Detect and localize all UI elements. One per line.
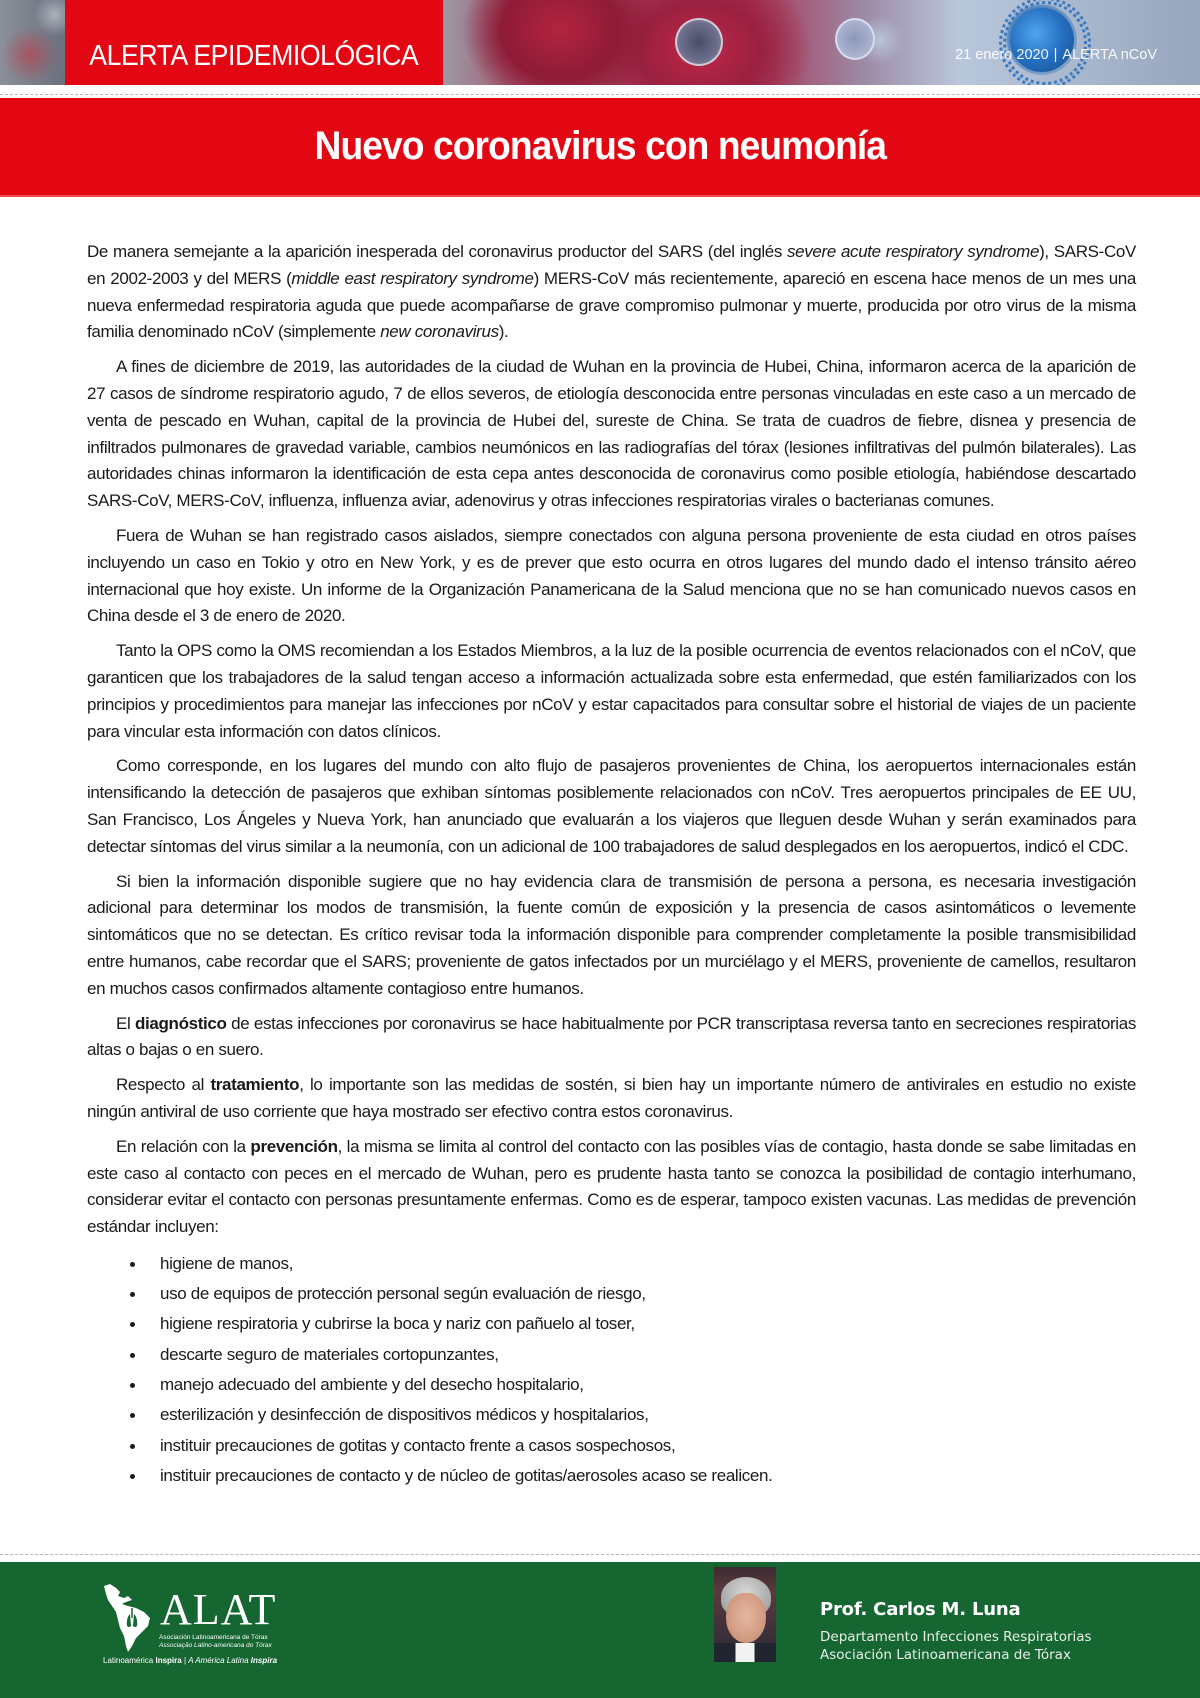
list-item bbox=[130, 1400, 1136, 1430]
text-run: Respecto al bbox=[116, 1075, 211, 1095]
bullet-icon bbox=[130, 1413, 135, 1418]
latin-america-map-icon bbox=[102, 1582, 158, 1654]
text-run: , la misma se limita al control del contacto con las posibles vías de contagio, hasta donde se sabe limitadas en este caso al contacto con peces en el mercado de Wuhan, pero es prudente hasta tanto se conozca la posibilidad de contagio interhumano, considerar evitar el contacto con personas presuntamente enfermas. Como es de esperar, tampoco existen vacunas. Las medidas de prevención estándar incluyen: bbox=[87, 1136, 1136, 1237]
text-run: de estas infecciones por coronavirus se hace habitualmente por PCR transcriptasa reversa tanto en secreciones respiratorias altas o bajas o en suero. bbox=[87, 1013, 1136, 1060]
tagline-separator: | bbox=[181, 1656, 189, 1665]
tagline-text: A América Latina bbox=[188, 1656, 251, 1665]
list-item bbox=[130, 1431, 1136, 1461]
alat-subtitle-pt: Associação Latino-americana do Tórax bbox=[159, 1642, 272, 1649]
text-run: De manera semejante a la aparición inesperada del coronavirus productor del SARS (del inglés bbox=[87, 242, 788, 261]
banner-background-image bbox=[0, 0, 70, 85]
tagline-text: Latinoamérica bbox=[103, 1656, 156, 1665]
list-item-text: uso de equipos de protección personal según evaluación de riesgo, bbox=[160, 1284, 646, 1304]
text-run: En relación con la bbox=[116, 1136, 251, 1156]
divider bbox=[0, 1554, 1200, 1555]
paragraph-transmission: Si bien la información disponible sugiere que no hay evidencia clara de transmisión de persona a persona, es necesaria investigación adicional para determinar los modos de transmisión, la fuente común de exposición y la presencia de casos asintomáticos o levemente sintomáticos que no se detectan. Es crítico revisar toda la información disponible para comprender completamente la posible transmisibilidad entre humanos, cabe recordar que el SARS; proveniente de gatos infectados por un murciélago y el MERS, proveniente de camellos, resultaron en muchos casos confirmados altamente contagioso entre humanos. bbox=[87, 871, 1136, 998]
alat-subtitle-es: Asociación Latinoamericana de Tórax bbox=[159, 1634, 268, 1641]
article-body bbox=[87, 239, 1136, 1491]
alat-wordmark: ALAT bbox=[160, 1585, 277, 1634]
page-title: Nuevo coronavirus con neumonía bbox=[314, 124, 886, 168]
tagline-bold: Inspira bbox=[155, 1656, 182, 1665]
photo-face bbox=[726, 1593, 766, 1643]
publication-date: 21 enero 2020 bbox=[955, 47, 1049, 63]
list-item-text: esterilización y desinfección de dispositivos médicos y hospitalarios, bbox=[160, 1405, 649, 1425]
author-name: Prof. Carlos M. Luna bbox=[820, 1599, 1021, 1620]
list-item-text: manejo adecuado del ambiente y del desecho hospitalario, bbox=[160, 1375, 584, 1395]
prevention-list bbox=[130, 1249, 1136, 1491]
header-banner bbox=[0, 0, 1200, 85]
paragraph-wuhan-cases: A fines de diciembre de 2019, las autoridades de la ciudad de Wuhan en la provincia de Hubei, China, informaron acerca de la aparición de 27 casos de síndrome respiratorio agudo, 7 de ellos severos, de etiología desconocida entre personas vinculadas en este caso a un mercado de venta de pescado en Wuhan, capital de la provincia de Hubei del, sureste de China. Se trata de cuadros de fiebre, disnea y presencia de infiltrados pulmonares de gravedad variable, cambios neumónicos en las radiografías del tórax (lesiones infiltrativas del pulmón bilaterales). Las autoridades chinas informaron la identificación de esta cepa antes desconocida de coronavirus como posible etiología, habiéndose descartado SARS-CoV, MERS-CoV, influenza, influenza aviar, adenovirus y otras infecciones respiratorias virales o bacterianas comunes. bbox=[87, 357, 1136, 511]
bullet-icon bbox=[130, 1322, 135, 1327]
bold-term: prevención bbox=[250, 1136, 338, 1156]
bullet-icon bbox=[130, 1262, 135, 1267]
bullet-icon bbox=[130, 1444, 135, 1449]
author-organization: Asociación Latinoamericana de Tórax bbox=[820, 1647, 1071, 1663]
list-item-text: higiene de manos, bbox=[160, 1253, 293, 1273]
author-department: Departamento Infecciones Respiratorias bbox=[820, 1629, 1092, 1645]
text-run: ), SARS-CoV en 2002-2003 y del MERS ( bbox=[87, 242, 1136, 288]
italic-term: new coronavirus bbox=[380, 322, 499, 342]
title-bar bbox=[0, 98, 1200, 197]
text-run: ). bbox=[498, 322, 509, 342]
virus-cell-image bbox=[675, 18, 723, 66]
photo-suit bbox=[714, 1643, 776, 1662]
section-label: ALERTA EPIDEMIOLÓGICA bbox=[89, 40, 419, 72]
list-item-text: descarte seguro de materiales cortopunzantes, bbox=[160, 1344, 499, 1364]
meta-separator: | bbox=[1053, 47, 1058, 63]
list-item-text: instituir precauciones de contacto y de núcleo de gotitas/aerosoles acaso se realicen. bbox=[160, 1465, 773, 1485]
paragraph-prevention bbox=[87, 1134, 1136, 1241]
italic-term: middle east respiratory syndrome bbox=[291, 268, 534, 288]
paragraph-intro bbox=[87, 239, 1136, 346]
paragraph-diagnosis bbox=[87, 1011, 1136, 1065]
bullet-icon bbox=[130, 1353, 135, 1358]
tagline-bold: Inspira bbox=[250, 1656, 278, 1665]
paragraph-outside-wuhan: Fuera de Wuhan se han registrado casos aislados, siempre conectados con alguna persona proveniente de esta ciudad en otros países incluyendo un caso en Tokio y otro en New York, y es de prever que esto ocurra en otros lugares del mundo dado el intenso tránsito aéreo internacional que hoy existe. Un informe de la Organización Panamericana de la Salud menciona que no se han comunicado nuevos casos en China desde el 3 de enero de 2020. bbox=[87, 525, 1136, 626]
text-run: El bbox=[116, 1013, 135, 1033]
list-item-text: instituir precauciones de gotitas y contacto frente a casos sospechosos, bbox=[160, 1435, 676, 1455]
list-item bbox=[130, 1340, 1136, 1370]
bullet-icon bbox=[130, 1474, 135, 1479]
list-item bbox=[130, 1249, 1136, 1279]
bullet-icon bbox=[130, 1292, 135, 1297]
alert-tag: ALERTA nCoV bbox=[1062, 47, 1157, 63]
bold-term: diagnóstico bbox=[135, 1013, 227, 1033]
header-meta bbox=[955, 47, 1157, 63]
list-item-text: higiene respiratoria y cubrirse la boca y nariz con pañuelo al toser, bbox=[160, 1314, 635, 1334]
text-run: ) MERS-CoV más recientemente, apareció en escena hace menos de un mes una nueva enfermedad respiratoria aguda que puede acompañarse de grave compromiso pulmonar y muerte, producida por otro virus de la misma familia denominado nCoV (simplemente bbox=[87, 268, 1137, 342]
paragraph-ops-oms: Tanto la OPS como la OMS recomiendan a los Estados Miembros, a la luz de la posible ocurrencia de eventos relacionados con el nCoV, que garanticen que los trabajadores de la salud tengan acceso a información actualizada sobre esta enfermedad, que estén familiarizados con los principios y procedimientos para manejar las infecciones por nCoV y estar capacitados para consultar sobre el historial de viajes de un paciente para vincular esta información con datos clínicos. bbox=[87, 641, 1136, 741]
author-photo bbox=[714, 1567, 776, 1662]
section-label-box bbox=[65, 0, 443, 85]
list-item bbox=[130, 1370, 1136, 1400]
footer bbox=[0, 1562, 1200, 1698]
text-run: , lo importante son las medidas de sostén, si bien hay un importante número de antivirales en estudio no existe ningún antiviral de uso corriente que haya mostrado ser efectivo contra estos coronavirus. bbox=[87, 1075, 1137, 1121]
virus-cell-image bbox=[835, 18, 875, 60]
paragraph-airports: Como corresponde, en los lugares del mundo con alto flujo de pasajeros provenientes de China, los aeropuertos internacionales están intensificando la detección de pasajeros que exhiban síntomas posiblemente relacionados con nCoV. Tres aeropuertos principales de EE UU, San Francisco, Los Ángeles y Nueva York, han anunciado que evaluarán a los viajeros que lleguen desde Wuhan y serán examinados para detectar síntomas del virus similar a la neumonía, con un adicional de 100 trabajadores de salud desplegados en los aeropuertos, indicó el CDC. bbox=[87, 756, 1136, 856]
alat-logo bbox=[102, 1582, 282, 1672]
bold-term: tratamiento bbox=[210, 1075, 300, 1095]
paragraph-treatment bbox=[87, 1072, 1136, 1126]
list-item bbox=[130, 1461, 1136, 1491]
list-item bbox=[130, 1309, 1136, 1339]
bullet-icon bbox=[130, 1383, 135, 1388]
divider bbox=[0, 94, 1200, 95]
italic-term: severe acute respiratory syndrome bbox=[787, 242, 1040, 261]
list-item bbox=[130, 1279, 1136, 1309]
alat-tagline bbox=[103, 1656, 277, 1665]
